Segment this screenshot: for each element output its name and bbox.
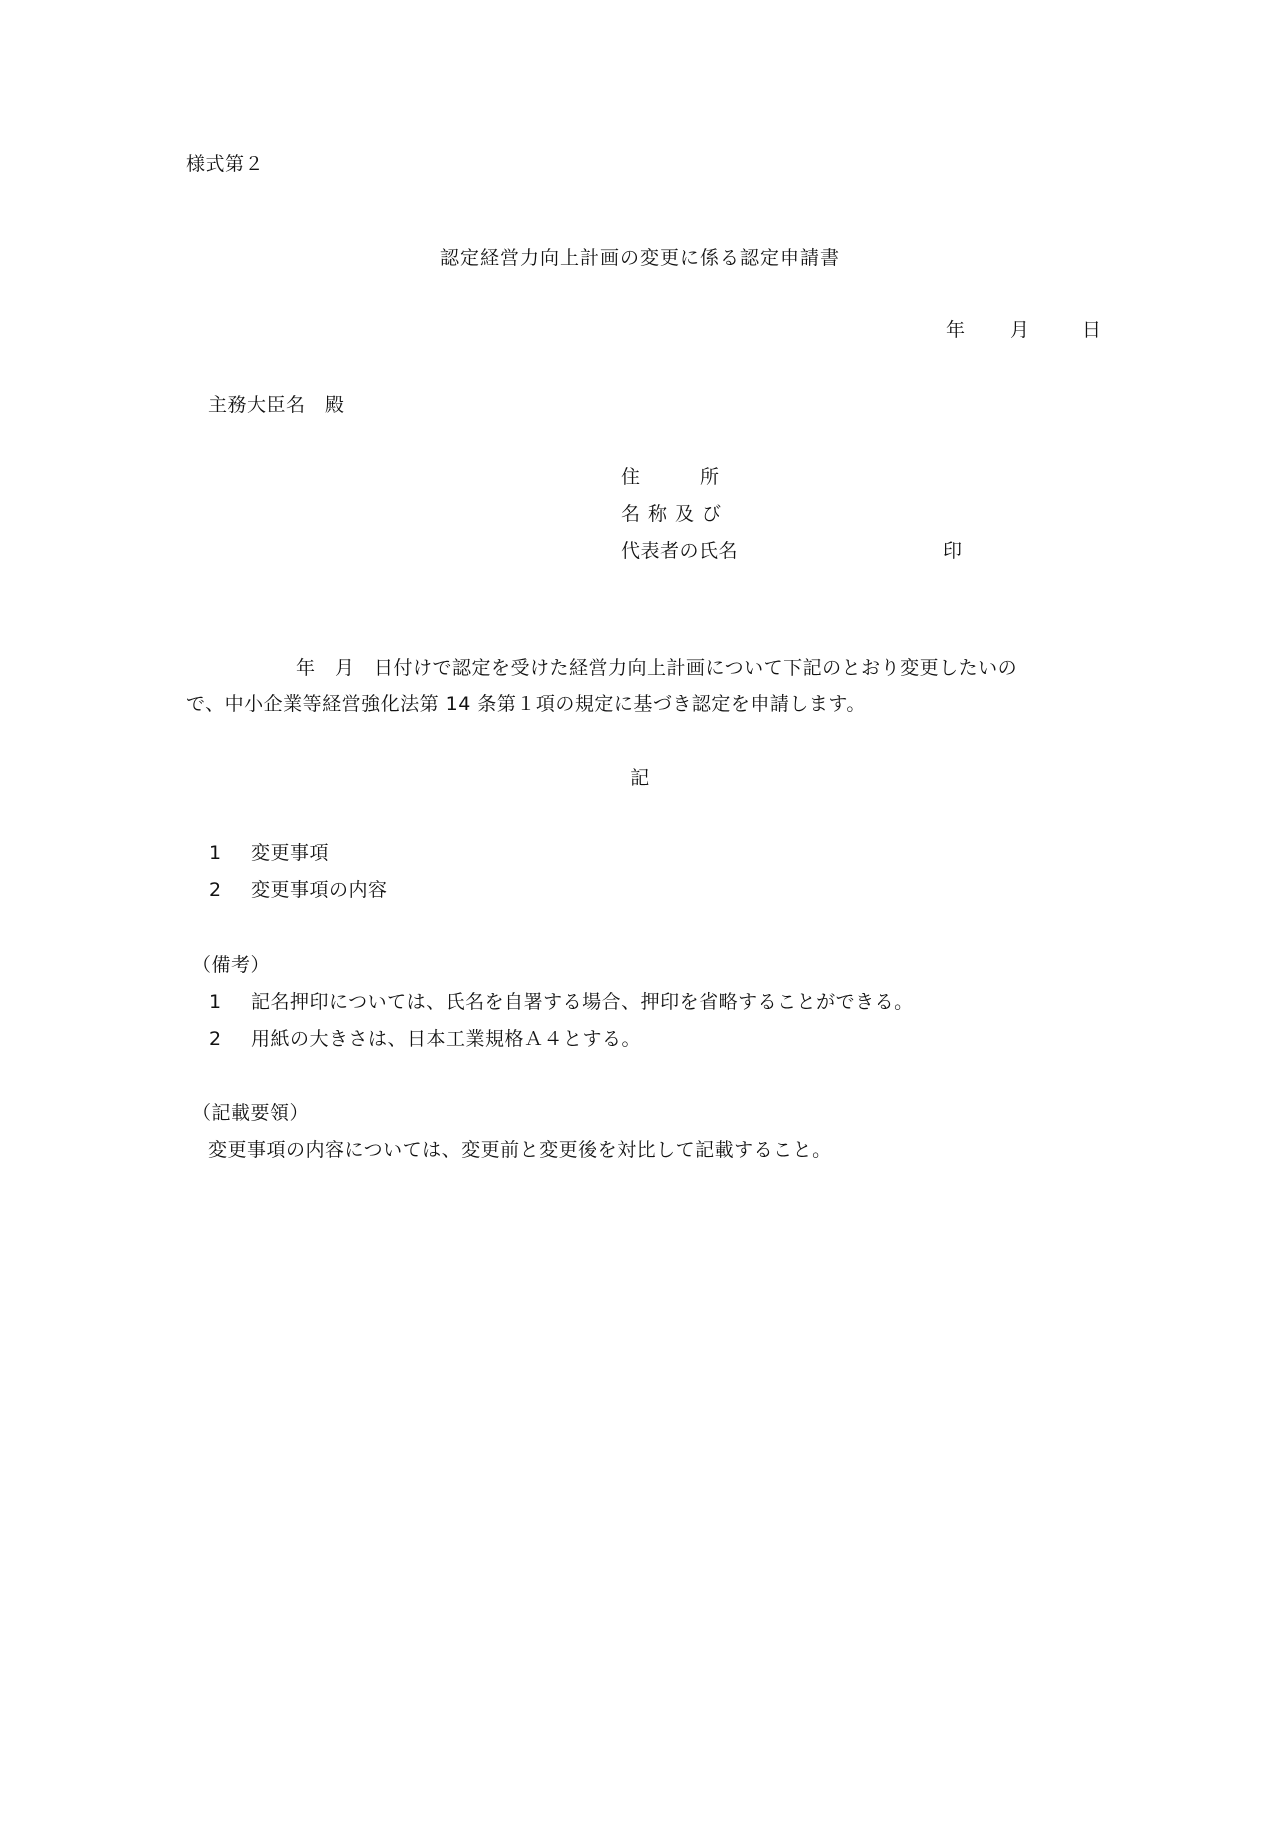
item-number: 1 [209, 842, 222, 864]
date-month-label: 月 [1010, 319, 1030, 341]
addressee: 主務大臣名 殿 [208, 394, 345, 416]
name-label: 名称及び [621, 503, 730, 525]
remark-number: 1 [209, 991, 222, 1013]
instructions-text: 変更事項の内容については、変更前と変更後を対比して記載すること。 [208, 1139, 832, 1161]
seal-mark: 印 [943, 540, 963, 562]
list-item [209, 878, 388, 902]
body-paragraph [186, 650, 1106, 722]
remark-number: 2 [209, 1028, 222, 1050]
document-title: 認定経営力向上計画の変更に係る認定申請書 [439, 247, 840, 269]
list-item [209, 841, 329, 865]
representative-label: 代表者の氏名 [621, 540, 739, 562]
ki-heading: 記 [630, 767, 650, 789]
remark-item [209, 1027, 641, 1051]
item-number: 2 [209, 879, 222, 901]
remark-text: 記名押印については、氏名を自署する場合、押印を省略することができる。 [251, 991, 914, 1013]
form-number: 様式第２ [186, 153, 265, 175]
body-line-1: 年 月 日付けで認定を受けた経営力向上計画について下記のとおり変更したいの [296, 657, 1018, 679]
instructions-heading: （記載要領） [192, 1102, 310, 1124]
address-label: 住所 [621, 466, 780, 488]
remark-text: 用紙の大きさは、日本工業規格Ａ４とする。 [251, 1028, 642, 1050]
item-text: 変更事項の内容 [251, 879, 388, 901]
remark-item [209, 990, 914, 1014]
remarks-heading: （備考） [192, 954, 271, 976]
body-line-2: で、中小企業等経営強化法第 14 条第１項の規定に基づき認定を申請します。 [186, 693, 866, 715]
date-line [946, 318, 1102, 342]
date-day-label: 日 [1082, 319, 1102, 341]
item-text: 変更事項 [251, 842, 330, 864]
date-year-label: 年 [946, 319, 966, 341]
